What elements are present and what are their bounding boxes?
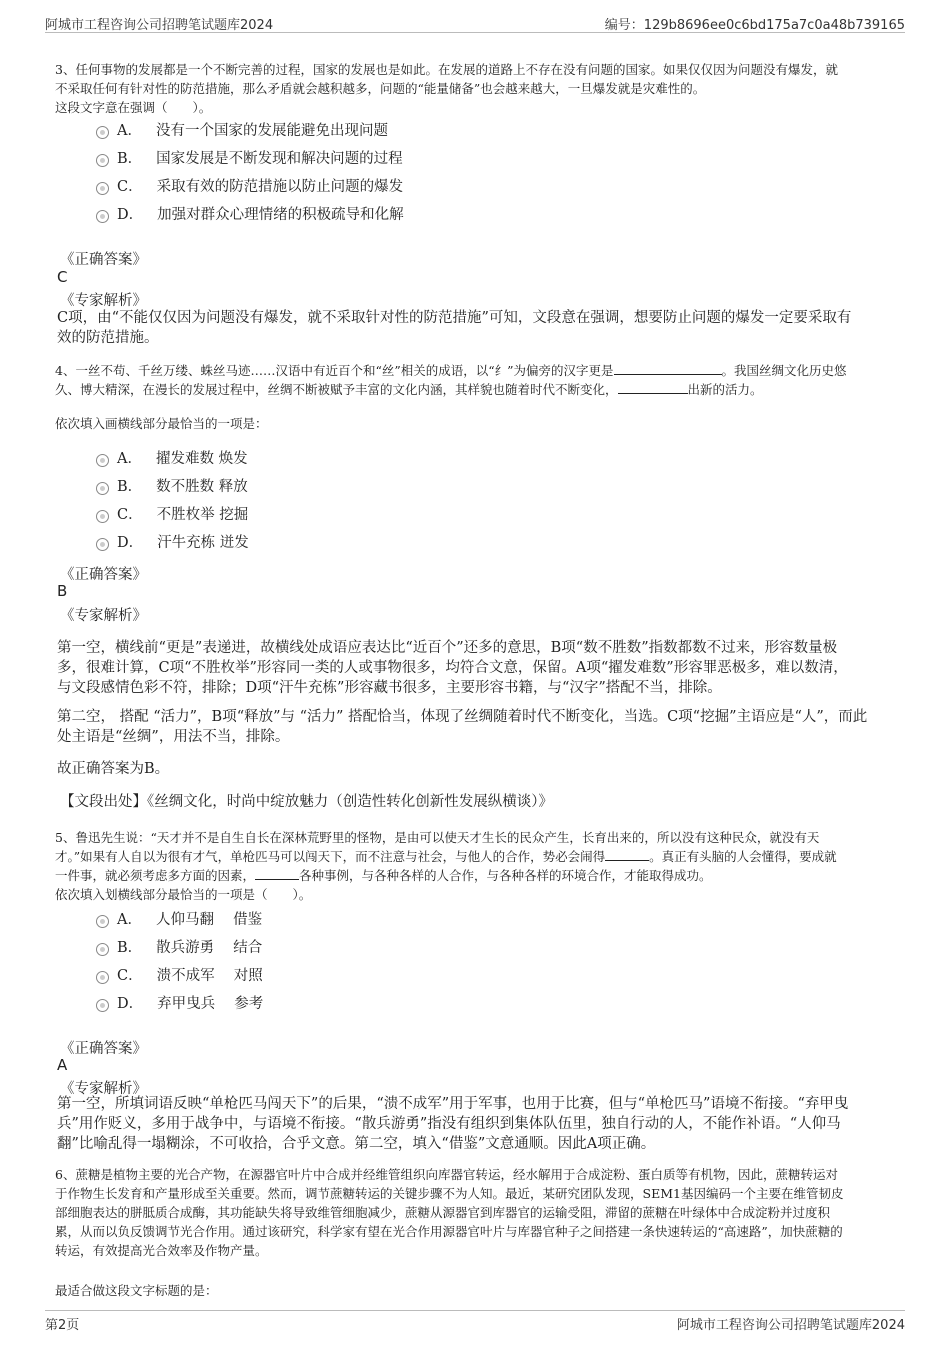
analysis-paragraph-3: 故正确答案为B。: [57, 761, 170, 777]
question-3-options: [96, 117, 404, 229]
footer-title: 阿城市工程咨询公司招聘笔试题库2024: [676, 1318, 905, 1333]
option-c[interactable]: C． 采取有效的防范措施以防止问题的爆发: [96, 173, 404, 201]
radio-icon[interactable]: [96, 915, 109, 928]
page-number: 第2页: [45, 1318, 80, 1333]
question-5-analysis: 第一空，所填词语反映“单枪匹马闯天下”的后果，“溃不成军”用于军事，也用于比赛，但与“单枪匹马”语境不衔接。“弃甲曳 兵”用作贬义，多用于战争中，与语境不衔接。“散兵游勇”指没有组织到集体队伍里，独自行动的人，不能作补语。“人仰马 翻”比喻乱得一塌糊涂，不可收拾，合乎文意。第二空，填入“借鉴”文意通顺。因此A项正确。: [57, 1096, 849, 1152]
page-footer: [45, 1310, 905, 1333]
radio-icon[interactable]: [96, 943, 109, 956]
question-5-stem: 5、鲁迅先生说：“天才并不是自生自长在深林荒野里的怪物，是由可以使天才生长的民众产生，长育出来的，所以没有这种民众，就没有天 才。”如果有人自以为很有才气，单枪匹马可以闯天下，而不注意与社会，与他人的合作，势必会闹得 。真正有头脑的人会懂得，要成就 一件事，就必须考虑多方面的因素， 各种事例，与各种各样的人合作，与各种各样的环境合作，才能取得成功。 依次填入划横线部分最恰当的一项是（ ）。: [55, 830, 837, 902]
fill-blank: [618, 380, 688, 394]
correct-answer-value: C: [57, 268, 68, 286]
radio-icon[interactable]: [96, 482, 109, 495]
question-4-stem: 4、一丝不苟、千丝万缕、蛛丝马迹……汉语中有近百个和“丝”相关的成语，以“纟”为偏旁的汉字更是 。我国丝绸文化历史悠 久、博大精深，在漫长的发展过程中，丝绸不断被赋予丰富的文化内涵，其样貌也随着时代不断变化， 出新的活力。: [55, 363, 847, 397]
radio-icon[interactable]: [96, 971, 109, 984]
option-b[interactable]: B． 国家发展是不断发现和解决问题的过程: [96, 145, 404, 173]
question-4-options: [96, 445, 249, 557]
radio-icon[interactable]: [96, 210, 109, 223]
question-5-options: [96, 906, 263, 1018]
radio-icon[interactable]: [96, 154, 109, 167]
expert-analysis-label: 《专家解析》: [60, 293, 147, 309]
fill-blank: [255, 866, 299, 880]
correct-answer-value: B: [57, 582, 68, 600]
analysis-paragraph-1: 第一空，横线前“更是”表递进，故横线处成语应表达比“近百个”还多的意思，B项“数不胜数”指数都数不过来，形容数量极 多，很难计算，C项“不胜枚举”形容同一类的人或事物很多，均符合文意，保留。A项“擢发难数”形容罪恶极多，难以数清， 与文段感情色彩不符，排除；D项“汗牛充栋”形容藏书很多，主要形容书籍，与“汉字”搭配不当，排除。: [57, 640, 848, 696]
correct-answer-value: A: [57, 1056, 68, 1074]
question-6-prompt: 最适合做这段文字标题的是：: [55, 1283, 218, 1298]
option-c[interactable]: C． 不胜枚举 挖掘: [96, 501, 249, 529]
radio-icon[interactable]: [96, 182, 109, 195]
radio-icon[interactable]: [96, 510, 109, 523]
correct-answer-label: 《正确答案》: [60, 252, 147, 268]
header-title: 阿城市工程咨询公司招聘笔试题库2024: [45, 18, 274, 33]
radio-icon[interactable]: [96, 126, 109, 139]
expert-analysis-label: 《专家解析》: [60, 608, 147, 624]
question-3-stem: 3、任何事物的发展都是一个不断完善的过程，国家的发展也是如此。在发展的道路上不存在没有问题的国家。如果仅仅因为问题没有爆发，就 不采取任何有针对性的防范措施，那么矛盾就会越积越多，问题的“能量储备”也会越来越大，一旦爆发就是灾难性的。 这段文字意在强调（ ）。: [55, 62, 838, 115]
correct-answer-label: 《正确答案》: [60, 1041, 147, 1057]
option-a[interactable]: A． 人仰马翻 借鉴: [96, 906, 263, 934]
option-a[interactable]: A． 擢发难数 焕发: [96, 445, 249, 473]
question-3-analysis: C项，由“不能仅仅因为问题没有爆发，就不采取针对性的防范措施”可知，文段意在强调，想要防止问题的爆发一定要采取有 效的防范措施。: [57, 310, 852, 346]
source-citation: 【文段出处】《丝绸文化，时尚中绽放魅力（创造性转化创新性发展纵横谈）》: [60, 794, 553, 810]
question-6-stem: 6、蔗糖是植物主要的光合产物，在源器官叶片中合成并经维管组织向库器官转运，经水解用于合成淀粉、蛋白质等有机物，因此，蔗糖转运对 于作物生长发育和产量形成至关重要。然而，调节蔗糖转运的关键步骤不为人知。最近，某研究团队发现，SEM1基因编码一个主要在维管韧皮 部细胞表达的胼胝质合成酶，其功能缺失将导致维管细胞减少，蔗糖从源器官到库器官的运输受阻，滞留的蔗糖在叶绿体中合成淀粉并过度积 累，从而以负反馈调节光合作用。通过该研究，科学家有望在光合作用源器官叶片与库器官种子之间搭建一条快速转运的“高速路”，加快蔗糖的 转运，有效提高光合效率及作物产量。: [55, 1167, 844, 1258]
option-d[interactable]: D． 弃甲曳兵 参考: [96, 990, 263, 1018]
option-c[interactable]: C． 溃不成军 对照: [96, 962, 263, 990]
radio-icon[interactable]: [96, 999, 109, 1012]
analysis-paragraph-2: 第二空， 搭配 “活力”，B项“释放”与 “活力” 搭配恰当，体现了丝绸随着时代不断变化，当选。C项“挖掘”主语应是“人”，而此 处主语是“丝绸”，用法不当，排除。: [57, 709, 868, 745]
correct-answer-label: 《正确答案》: [60, 567, 147, 583]
page-header: [45, 12, 905, 33]
fill-blank: [614, 361, 722, 375]
option-d[interactable]: D． 汗牛充栋 迸发: [96, 529, 249, 557]
radio-icon[interactable]: [96, 538, 109, 551]
option-a[interactable]: A． 没有一个国家的发展能避免出现问题: [96, 117, 404, 145]
option-b[interactable]: B． 散兵游勇 结合: [96, 934, 263, 962]
expert-analysis-label: 《专家解析》: [60, 1081, 147, 1097]
header-doc-id: 编号：129b8696ee0c6bd175a7c0a48b739165: [604, 18, 905, 33]
option-d[interactable]: D． 加强对群众心理情绪的积极疏导和化解: [96, 201, 404, 229]
radio-icon[interactable]: [96, 454, 109, 467]
option-b[interactable]: B． 数不胜数 释放: [96, 473, 249, 501]
fill-blank: [605, 847, 649, 861]
question-4-prompt: 依次填入画横线部分最恰当的一项是：: [55, 416, 268, 431]
